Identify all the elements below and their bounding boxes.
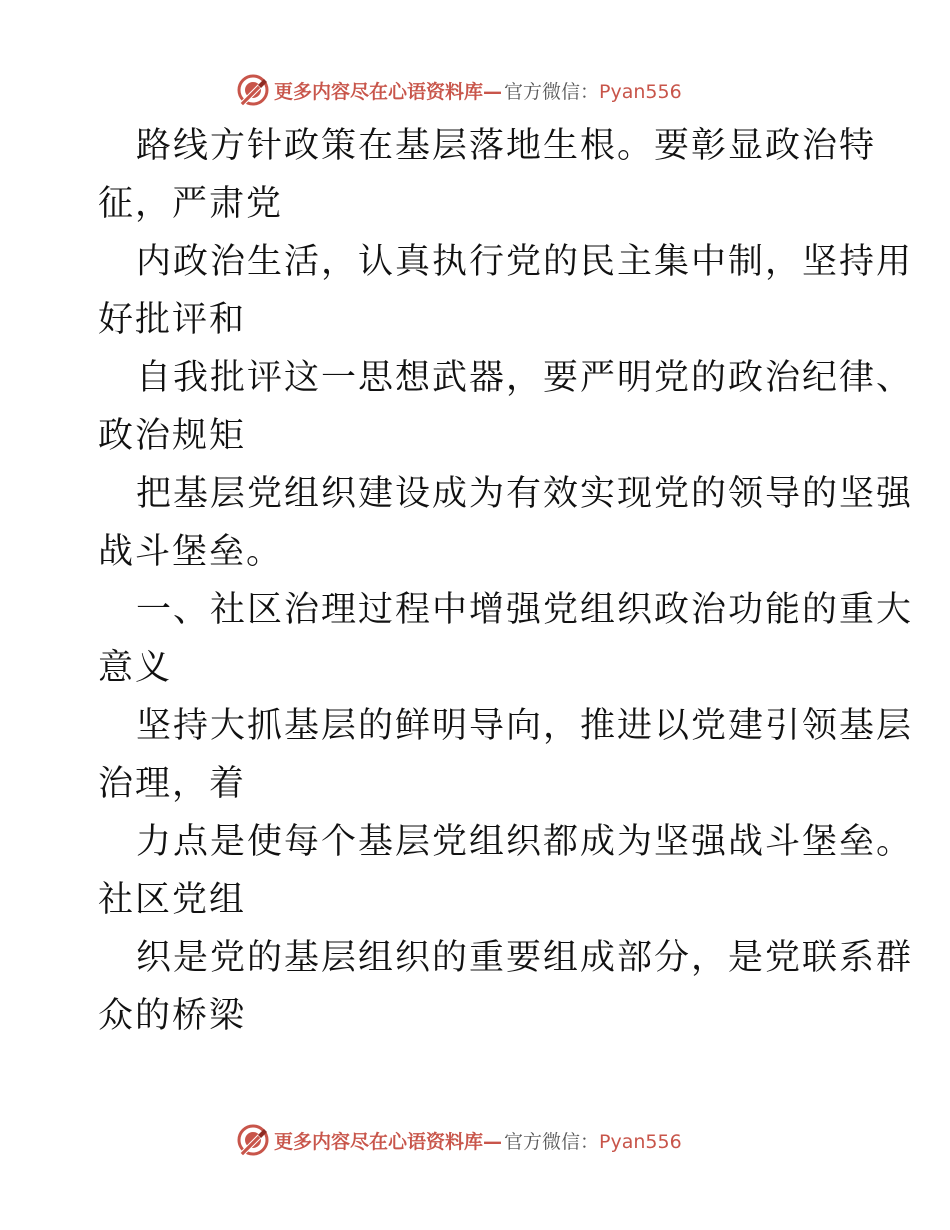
banner-brand-text: 更多内容尽在心语资料库—: [274, 80, 503, 103]
paragraph: [98, 813, 914, 929]
paragraph: [98, 465, 914, 581]
paragraph-line: 坚持大抓基层的鲜明导向，推进以党建引领基层: [136, 706, 914, 746]
paragraph-line: 征，严肃党: [98, 184, 284, 224]
paragraph-line: 自我批评这一思想武器，要严明党的政治纪律、: [136, 358, 914, 398]
document-body: [98, 117, 914, 1045]
banner-wechat-id: Pyan556: [599, 80, 682, 103]
pen-logo-icon: [236, 1123, 270, 1157]
paragraph-line: 一、社区治理过程中增强党组织政治功能的重大: [136, 590, 914, 630]
paragraph-line: 意义: [98, 648, 173, 688]
banner-brand-text: 更多内容尽在心语资料库—: [274, 1130, 503, 1153]
paragraph-line: 力点是使每个基层党组织都成为坚强战斗堡垒。: [136, 822, 914, 862]
paragraph-line: 社区党组: [98, 880, 247, 920]
paragraph-line: 治理，着: [98, 764, 247, 804]
banner-wechat-label: 官方微信：: [504, 80, 600, 103]
paragraph-line: 路线方针政策在基层落地生根。要彰显政治特: [136, 126, 877, 166]
paragraph-line: 织是党的基层组织的重要组成部分，是党联系群: [136, 938, 914, 978]
paragraph-line: 好批评和: [98, 300, 247, 340]
footer-banner: [236, 1120, 716, 1160]
paragraph: [98, 233, 914, 349]
paragraph: [98, 697, 914, 813]
paragraph-line: 内政治生活，认真执行党的民主集中制，坚持用: [136, 242, 914, 282]
paragraph-line: 战斗堡垒。: [98, 532, 284, 572]
paragraph-line: 把基层党组织建设成为有效实现党的领导的坚强: [136, 474, 914, 514]
section-heading: [98, 581, 914, 697]
banner-wechat-label: 官方微信：: [504, 1130, 600, 1153]
pen-logo-icon: [236, 73, 270, 107]
paragraph: [98, 349, 914, 465]
paragraph: [98, 117, 877, 233]
banner-wechat-id: Pyan556: [599, 1130, 682, 1153]
header-banner: [236, 70, 716, 110]
paragraph-line: 政治规矩: [98, 416, 247, 456]
paragraph-line: 众的桥梁: [98, 996, 247, 1036]
paragraph: [98, 929, 914, 1045]
